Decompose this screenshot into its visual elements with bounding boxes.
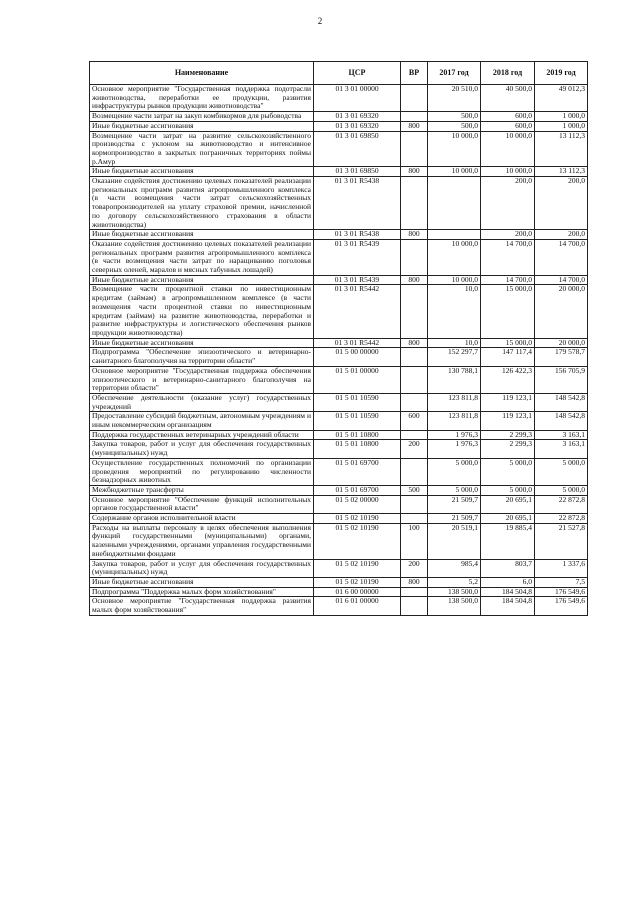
row-2018-cell: 15 000,0 [481, 285, 535, 338]
table-row [90, 430, 588, 440]
header-vr: ВР [401, 62, 428, 85]
row-csr-cell: 01 3 01 R5442 [314, 285, 401, 338]
row-2018-cell: 20 695,1 [481, 514, 535, 524]
row-vr-cell: 800 [401, 167, 428, 177]
row-2017-cell: 5,2 [428, 577, 481, 587]
row-csr-cell: 01 5 01 10800 [314, 430, 401, 440]
row-2018-cell: 126 422,3 [481, 366, 535, 393]
row-2018-cell: 119 123,1 [481, 412, 535, 430]
table-row [90, 338, 588, 348]
row-2017-cell: 130 788,1 [428, 366, 481, 393]
row-name-cell: Закупка товаров, работ и услуг для обеспечения государственных (муниципальных) нужд [90, 559, 314, 577]
row-name-cell: Основное мероприятие "Государственная поддержка развития малых форм хозяйствования" [90, 597, 314, 615]
row-name-cell: Возмещение части процентной ставки по инвестиционным кредитам (займам) в агропромышленном комплексе (в части возмещения части процентной ставки по инвестиционным кредитам (займам) на развитие животноводства, переработки и развитие инфраструктуры и логистического обеспечения рынков продукции животноводства) [90, 285, 314, 338]
row-csr-cell: 01 3 01 69320 [314, 112, 401, 122]
row-2018-cell: 147 117,4 [481, 348, 535, 366]
row-csr-cell: 01 3 01 00000 [314, 85, 401, 112]
row-2018-cell: 184 504,8 [481, 587, 535, 597]
row-2018-cell: 600,0 [481, 112, 535, 122]
row-2017-cell: 123 811,8 [428, 412, 481, 430]
row-csr-cell: 01 5 01 10590 [314, 412, 401, 430]
row-name-cell: Расходы на выплаты персоналу в целях обеспечения выполнения функций государственными (муниципальными) органами, казенными учреждениями, органами управления государственными внебюджетными фондами [90, 523, 314, 559]
row-2018-cell: 15 000,0 [481, 338, 535, 348]
table-row [90, 230, 588, 240]
row-vr-cell [401, 366, 428, 393]
row-vr-cell [401, 458, 428, 485]
row-2017-cell: 152 297,7 [428, 348, 481, 366]
row-2019-cell: 13 112,3 [535, 167, 588, 177]
row-name-cell: Основное мероприятие "Государственная поддержка подотрасли животноводства, переработки ее продукции, развития инфраструктуры рынков продукции животноводства" [90, 85, 314, 112]
row-2019-cell: 21 527,8 [535, 523, 588, 559]
row-2018-cell: 184 504,8 [481, 597, 535, 615]
row-csr-cell: 01 5 02 10190 [314, 577, 401, 587]
row-2019-cell: 200,0 [535, 177, 588, 230]
row-2017-cell: 10,0 [428, 338, 481, 348]
row-2019-cell: 1 000,0 [535, 121, 588, 131]
row-csr-cell: 01 5 02 10190 [314, 523, 401, 559]
row-name-cell: Возмещение части затрат на закуп комбикормов для рыбоводства [90, 112, 314, 122]
row-name-cell: Иные бюджетные ассигнования [90, 230, 314, 240]
row-name-cell: Иные бюджетные ассигнования [90, 121, 314, 131]
row-csr-cell: 01 3 01 69850 [314, 167, 401, 177]
row-vr-cell [401, 430, 428, 440]
row-2019-cell: 148 542,8 [535, 412, 588, 430]
row-csr-cell: 01 3 01 R5438 [314, 230, 401, 240]
row-2019-cell: 1 337,6 [535, 559, 588, 577]
row-2019-cell: 5 000,0 [535, 458, 588, 485]
row-2017-cell: 5 000,0 [428, 485, 481, 495]
row-2017-cell: 21 509,7 [428, 514, 481, 524]
row-2017-cell: 20 510,0 [428, 85, 481, 112]
row-2018-cell: 600,0 [481, 121, 535, 131]
row-2019-cell: 13 112,3 [535, 131, 588, 167]
row-2018-cell: 19 885,4 [481, 523, 535, 559]
row-vr-cell: 800 [401, 577, 428, 587]
row-2017-cell: 1 976,3 [428, 440, 481, 458]
row-2018-cell: 200,0 [481, 177, 535, 230]
table-row [90, 285, 588, 338]
row-2019-cell: 179 578,7 [535, 348, 588, 366]
row-vr-cell [401, 131, 428, 167]
row-2018-cell: 2 299,3 [481, 440, 535, 458]
row-csr-cell: 01 5 01 10800 [314, 440, 401, 458]
row-2017-cell: 500,0 [428, 121, 481, 131]
row-vr-cell: 500 [401, 485, 428, 495]
table-row [90, 559, 588, 577]
row-2018-cell: 200,0 [481, 230, 535, 240]
row-name-cell: Обеспечение деятельности (оказание услуг) государственных учреждений [90, 393, 314, 411]
row-vr-cell: 200 [401, 559, 428, 577]
row-2017-cell [428, 230, 481, 240]
table-row [90, 523, 588, 559]
table-row [90, 587, 588, 597]
header-2017: 2017 год [428, 62, 481, 85]
row-csr-cell: 01 5 02 10190 [314, 514, 401, 524]
table-row [90, 597, 588, 615]
row-vr-cell [401, 514, 428, 524]
row-name-cell: Подпрограмма "Поддержка малых форм хозяйствования" [90, 587, 314, 597]
table-row [90, 440, 588, 458]
row-2018-cell: 10 000,0 [481, 167, 535, 177]
row-2017-cell: 500,0 [428, 112, 481, 122]
row-2018-cell: 14 700,0 [481, 239, 535, 275]
row-2017-cell: 10 000,0 [428, 167, 481, 177]
row-2018-cell: 6,0 [481, 577, 535, 587]
table-row [90, 495, 588, 513]
row-2018-cell: 14 700,0 [481, 275, 535, 285]
row-2017-cell: 138 500,0 [428, 597, 481, 615]
row-2018-cell: 2 299,3 [481, 430, 535, 440]
row-2019-cell: 22 872,8 [535, 514, 588, 524]
table-row [90, 239, 588, 275]
row-csr-cell: 01 5 00 00000 [314, 348, 401, 366]
row-2018-cell: 119 123,1 [481, 393, 535, 411]
row-2019-cell: 1 000,0 [535, 112, 588, 122]
row-2019-cell: 14 700,0 [535, 239, 588, 275]
row-csr-cell: 01 3 01 R5439 [314, 275, 401, 285]
row-name-cell: Поддержка государственных ветеринарных учреждений области [90, 430, 314, 440]
table-row [90, 458, 588, 485]
row-csr-cell: 01 5 02 10190 [314, 559, 401, 577]
table-row [90, 131, 588, 167]
table-row [90, 121, 588, 131]
row-csr-cell: 01 6 00 00000 [314, 587, 401, 597]
row-2018-cell: 10 000,0 [481, 131, 535, 167]
row-name-cell: Оказание содействия достижению целевых показателей реализации региональных программ развития агропромышленного комплекса (в части возмещения части затрат по наращиванию поголовья северных оленей, маралов и мясных табунных лошадей) [90, 239, 314, 275]
row-name-cell: Подпрограмма "Обеспечение эпизоотического и ветеринарно-санитарного благополучия на территории области" [90, 348, 314, 366]
row-vr-cell [401, 177, 428, 230]
row-vr-cell: 100 [401, 523, 428, 559]
row-2017-cell: 20 519,1 [428, 523, 481, 559]
row-2017-cell: 10 000,0 [428, 275, 481, 285]
row-name-cell: Основное мероприятие "Обеспечение функций исполнительных органов государственной власти" [90, 495, 314, 513]
row-vr-cell [401, 597, 428, 615]
row-name-cell: Осуществление государственных полномочий по организации проведения мероприятий по регулированию численности безнадзорных животных [90, 458, 314, 485]
row-name-cell: Закупка товаров, работ и услуг для обеспечения государственных (муниципальных) нужд [90, 440, 314, 458]
row-2019-cell: 7,5 [535, 577, 588, 587]
row-vr-cell [401, 112, 428, 122]
header-name: Наименование [90, 62, 314, 85]
table-row [90, 167, 588, 177]
row-vr-cell: 800 [401, 338, 428, 348]
row-2019-cell: 176 549,6 [535, 587, 588, 597]
row-vr-cell [401, 239, 428, 275]
row-vr-cell [401, 85, 428, 112]
row-2019-cell: 20 000,0 [535, 338, 588, 348]
row-2018-cell: 803,7 [481, 559, 535, 577]
row-2017-cell: 138 500,0 [428, 587, 481, 597]
row-csr-cell: 01 3 01 R5439 [314, 239, 401, 275]
row-csr-cell: 01 5 01 10590 [314, 393, 401, 411]
row-name-cell: Предоставление субсидий бюджетным, автономным учреждениям и иным некоммерческим организациям [90, 412, 314, 430]
table-row [90, 177, 588, 230]
row-vr-cell: 800 [401, 121, 428, 131]
row-2019-cell: 3 163,1 [535, 440, 588, 458]
header-2018: 2018 год [481, 62, 535, 85]
table-row [90, 485, 588, 495]
row-csr-cell: 01 6 01 00000 [314, 597, 401, 615]
row-2017-cell: 10,0 [428, 285, 481, 338]
row-csr-cell: 01 3 01 69850 [314, 131, 401, 167]
row-name-cell: Иные бюджетные ассигнования [90, 338, 314, 348]
row-2019-cell: 200,0 [535, 230, 588, 240]
table-row [90, 348, 588, 366]
row-2017-cell [428, 177, 481, 230]
row-csr-cell: 01 3 01 R5438 [314, 177, 401, 230]
row-2018-cell: 40 500,0 [481, 85, 535, 112]
row-2019-cell: 22 872,8 [535, 495, 588, 513]
row-csr-cell: 01 3 01 R5442 [314, 338, 401, 348]
table-row [90, 275, 588, 285]
row-vr-cell [401, 495, 428, 513]
row-name-cell: Основное мероприятие "Государственная поддержка обеспечения эпизоотического и ветеринарно-санитарного благополучия на территории области" [90, 366, 314, 393]
row-2018-cell: 20 695,1 [481, 495, 535, 513]
row-2017-cell: 985,4 [428, 559, 481, 577]
row-2019-cell: 156 705,9 [535, 366, 588, 393]
table-row [90, 112, 588, 122]
table-row [90, 412, 588, 430]
row-csr-cell: 01 5 01 69700 [314, 485, 401, 495]
row-name-cell: Иные бюджетные ассигнования [90, 167, 314, 177]
row-name-cell: Иные бюджетные ассигнования [90, 577, 314, 587]
row-2017-cell: 10 000,0 [428, 131, 481, 167]
row-vr-cell [401, 393, 428, 411]
row-2019-cell: 148 542,8 [535, 393, 588, 411]
table-row [90, 393, 588, 411]
row-2019-cell: 20 000,0 [535, 285, 588, 338]
row-2017-cell: 1 976,3 [428, 430, 481, 440]
row-2019-cell: 14 700,0 [535, 275, 588, 285]
row-vr-cell: 600 [401, 412, 428, 430]
row-2019-cell: 3 163,1 [535, 430, 588, 440]
row-name-cell: Оказание содействия достижению целевых показателей реализации региональных программ развития агропромышленного комплекса (в части возмещения части затрат сельскохозяйственных товаропроизводителей на уплату страховой премии, начисленной по договору сельскохозяйственного страхования в области животноводства) [90, 177, 314, 230]
table-row [90, 577, 588, 587]
row-csr-cell: 01 3 01 69320 [314, 121, 401, 131]
row-vr-cell [401, 587, 428, 597]
row-2019-cell: 49 012,3 [535, 85, 588, 112]
table-row [90, 514, 588, 524]
row-name-cell: Содержание органов исполнительной власти [90, 514, 314, 524]
row-2018-cell: 5 000,0 [481, 458, 535, 485]
row-csr-cell: 01 5 01 00000 [314, 366, 401, 393]
row-vr-cell: 800 [401, 230, 428, 240]
header-2019: 2019 год [535, 62, 588, 85]
budget-table [89, 61, 588, 616]
table-header-row [90, 62, 588, 85]
row-2017-cell: 123 811,8 [428, 393, 481, 411]
row-csr-cell: 01 5 02 00000 [314, 495, 401, 513]
row-vr-cell [401, 285, 428, 338]
header-csr: ЦСР [314, 62, 401, 85]
row-name-cell: Иные бюджетные ассигнования [90, 275, 314, 285]
row-vr-cell: 800 [401, 275, 428, 285]
page-number: 2 [317, 16, 323, 26]
row-2019-cell: 5 000,0 [535, 485, 588, 495]
row-vr-cell: 200 [401, 440, 428, 458]
row-name-cell: Возмещение части затрат на развитие сельскохозяйственного производства с уклоном на животноводство и интенсивное кормопроизводство в закрытых пограничных территориях поймы р.Амур [90, 131, 314, 167]
table-row [90, 85, 588, 112]
row-2019-cell: 176 549,6 [535, 597, 588, 615]
row-2017-cell: 10 000,0 [428, 239, 481, 275]
row-vr-cell [401, 348, 428, 366]
row-name-cell: Межбюджетные трансферты [90, 485, 314, 495]
row-2018-cell: 5 000,0 [481, 485, 535, 495]
row-csr-cell: 01 5 01 69700 [314, 458, 401, 485]
row-2017-cell: 5 000,0 [428, 458, 481, 485]
row-2017-cell: 21 509,7 [428, 495, 481, 513]
table-row [90, 366, 588, 393]
